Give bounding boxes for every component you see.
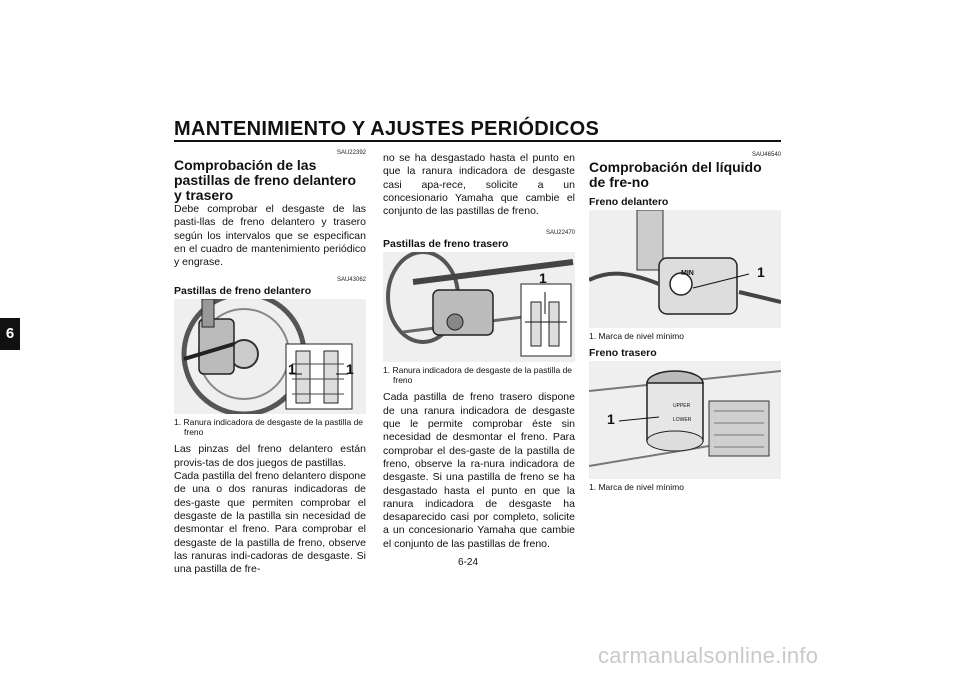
- rear-brake-figure: [383, 252, 575, 362]
- figure-caption: 1. Marca de nivel mínimo: [589, 331, 684, 341]
- figure-callout-left: 1: [288, 361, 296, 378]
- chapter-tab: 6: [0, 318, 20, 350]
- section-heading-fluid: Comprobación del líquido de fre-no: [589, 159, 762, 190]
- section-heading-pads: Comprobación de las pastillas de freno delantero y trasero: [174, 157, 357, 203]
- rear-reservoir-figure: [589, 361, 781, 479]
- paragraph: Las pinzas del freno delantero están provis-tas de dos juegos de pastillas.: [174, 443, 366, 469]
- front-brake-figure: [174, 299, 366, 414]
- page-number: 6-24: [458, 557, 479, 568]
- column-rear-pads: [383, 152, 575, 551]
- figure-caption: 1. Marca de nivel mínimo: [589, 482, 684, 492]
- figure-caption: 1. Ranura indicadora de desgaste de la pastilla de freno: [174, 417, 364, 438]
- section-code: SAU22470: [545, 230, 575, 237]
- column-front-pads: [174, 150, 366, 576]
- figure-callout-right: 1: [346, 361, 354, 378]
- figure-callout: 1: [607, 411, 615, 427]
- figure-callout: 1: [757, 264, 765, 280]
- rear-brake-illustration: [383, 252, 575, 362]
- section-code: SAU46540: [751, 152, 781, 158]
- figure-caption: 1. Ranura indicadora de desgaste de la pastilla de freno: [383, 365, 573, 386]
- front-reservoir-figure: [589, 210, 781, 328]
- paragraph: Cada pastilla de freno trasero dispone de una ranura indicadora de desgaste que le permite comprobar éste sin necesidad de desmontar el freno. Para comprobar el des-gaste de la pastilla de freno, observe la ra-nura indicadora de desgaste. Si una pastilla de freno se ha desgastado hasta el punto en que la ranura indicadora de desgaste ha desaparecido casi por completo, solicite a un concesionario Yamaha que cambie el conjunto de las pastillas de freno.: [383, 391, 575, 550]
- front-reservoir-illustration: [589, 210, 781, 328]
- figure-callout: 1: [539, 270, 547, 287]
- subheading-front-fluid: Freno delantero: [589, 196, 669, 208]
- upper-mark-label: UPPER: [673, 403, 691, 409]
- subheading-rear-fluid: Freno trasero: [589, 347, 657, 359]
- watermark: carmanualsonline.info: [598, 643, 819, 668]
- section-code: SAU22392: [336, 150, 366, 156]
- front-brake-illustration: [174, 299, 366, 414]
- page-title: MANTENIMIENTO Y AJUSTES PERIÓDICOS: [174, 118, 600, 140]
- min-mark-label: MIN: [681, 270, 694, 277]
- intro-paragraph: Debe comprobar el desgaste de las pasti-llas de freno delantero y trasero según los intervalos que se especifican en el cuadro de mantenimiento periódico y engrase.: [174, 203, 366, 269]
- column-brake-fluid: [589, 152, 781, 498]
- subheading-rear-pads: Pastillas de freno trasero: [383, 238, 509, 251]
- title-rule: [174, 140, 781, 142]
- paragraph-continued: no se ha desgastado hasta el punto en que la ranura indicadora de desgaste casi apa-rece, solicite a un concesionario Yamaha que cambie el conjunto de las pastillas de freno.: [383, 152, 575, 218]
- paragraph: Cada pastilla del freno delantero dispone de una o dos ranuras indicadoras de des-gaste que permiten comprobar el desgaste de la pastilla sin necesidad de desmontar el freno. Para comprobar el desgaste de la pastilla de freno, observe las ranuras indi-cadoras de desgaste. Si una pastilla de fre-: [174, 470, 366, 576]
- subheading-front-pads: Pastillas de freno delantero: [174, 285, 312, 298]
- lower-mark-label: LOWER: [673, 417, 692, 423]
- section-code: SAU43062: [336, 277, 366, 284]
